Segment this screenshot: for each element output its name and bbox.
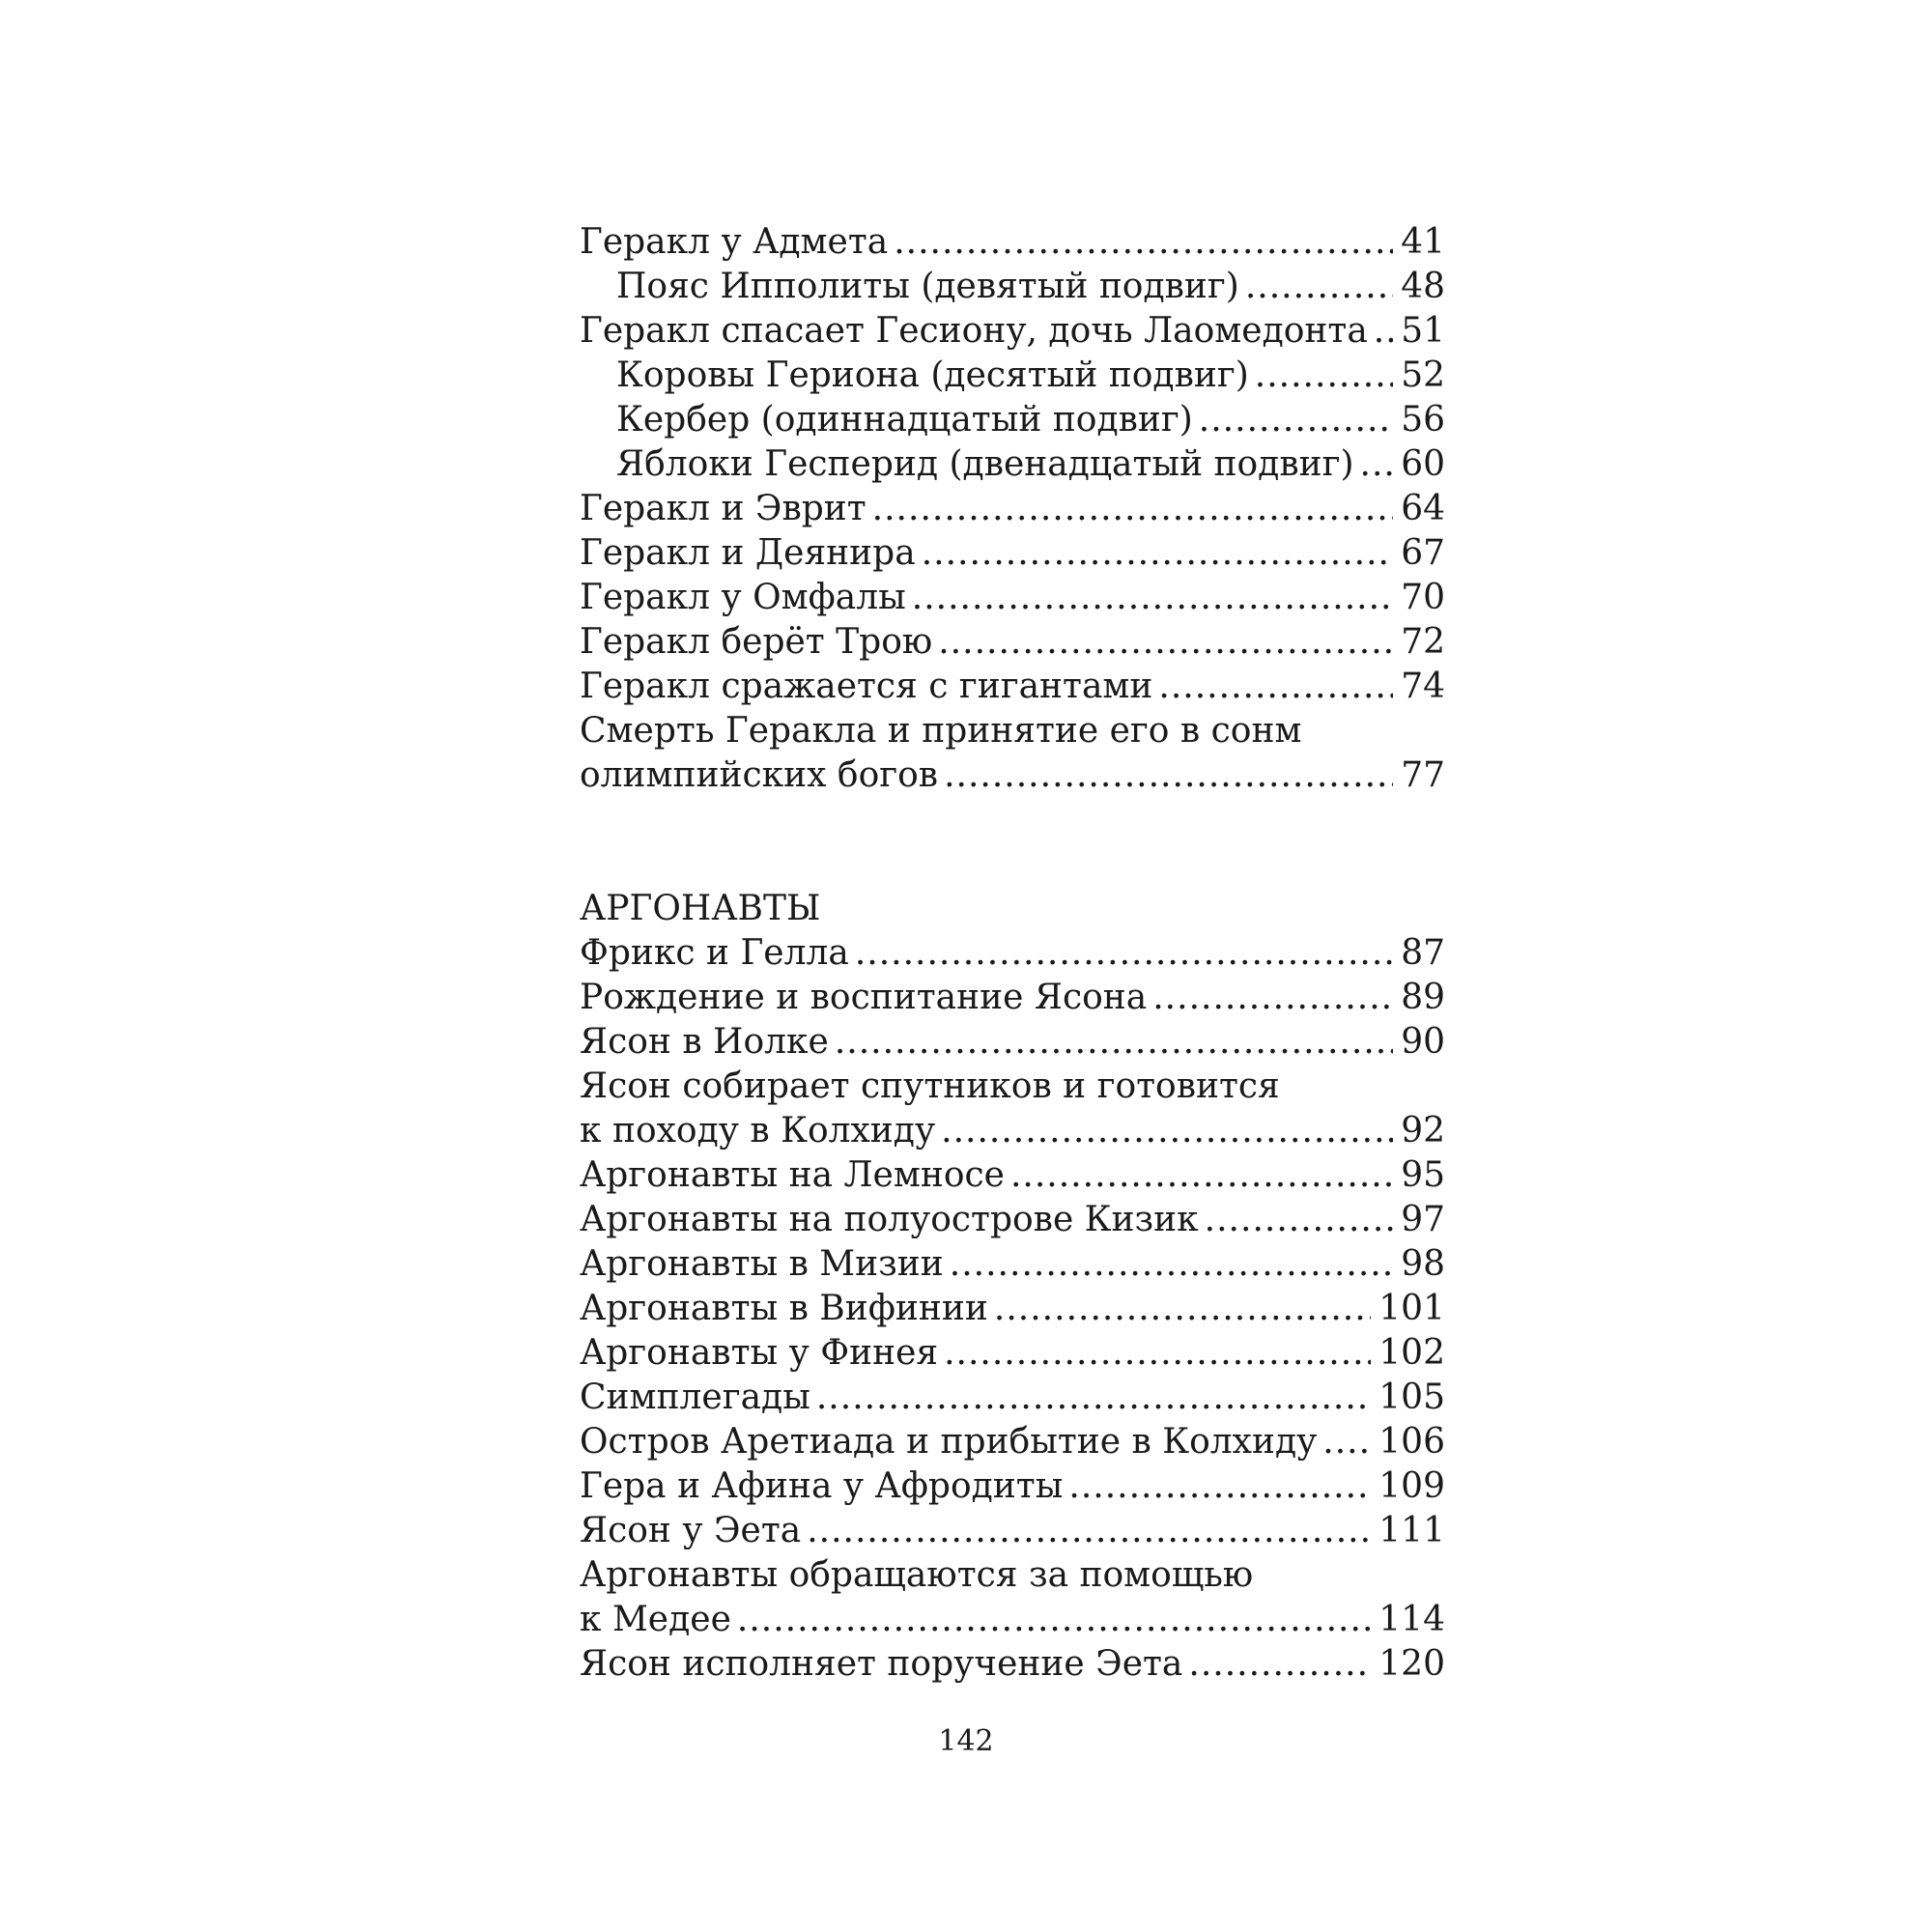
dot-leader: [1205, 1198, 1394, 1242]
toc-entry: [580, 1331, 1445, 1376]
toc-entry-title: Аргонавты в Вифинии: [580, 1289, 988, 1328]
dot-leader: [950, 1242, 1393, 1287]
dot-leader: [1255, 354, 1393, 398]
toc-entry-title: Геракл у Адмета: [580, 222, 889, 262]
toc-entry: [580, 1020, 1445, 1065]
toc-entry: [580, 976, 1445, 1020]
dot-leader: [938, 620, 1393, 665]
toc-entry-page: 67: [1401, 533, 1445, 573]
toc-entry-title: олимпийских богов: [580, 755, 939, 795]
toc-entry-page: 105: [1378, 1378, 1445, 1417]
dot-leader: [872, 487, 1394, 531]
table-of-contents: [580, 220, 1445, 1687]
toc-entry-title: Ясон у Эета: [580, 1511, 802, 1550]
toc-entry-page: 120: [1378, 1644, 1445, 1684]
toc-entry-title: Ясон в Иолке: [580, 1022, 829, 1062]
toc-entry-page: 102: [1378, 1333, 1445, 1373]
dot-leader: [1322, 1420, 1371, 1464]
toc-entry: [580, 753, 1445, 798]
toc-entry-page: 70: [1401, 578, 1445, 617]
dot-leader: [994, 1287, 1371, 1331]
toc-entry: [580, 442, 1445, 487]
dot-leader: [855, 931, 1393, 976]
toc-entry-title: к походу в Колхиду: [580, 1111, 936, 1151]
toc-entry-title: Геракл сражается с гигантами: [580, 667, 1153, 706]
toc-entry-page: 101: [1378, 1289, 1445, 1328]
toc-entry: [580, 309, 1445, 354]
toc-entry-title: Геракл берёт Трою: [580, 622, 933, 662]
dot-leader: [1199, 398, 1393, 442]
dot-leader: [737, 1598, 1371, 1642]
toc-entry-page: 52: [1401, 355, 1445, 395]
section-heading-argonauts: АРГОНАВТЫ: [580, 889, 821, 928]
dot-leader: [922, 531, 1394, 576]
toc-entry-page: 51: [1401, 311, 1445, 351]
toc-entry-title: Аргонавты у Финея: [580, 1333, 939, 1373]
toc-entry-page: 111: [1378, 1511, 1445, 1550]
page-number: 142: [938, 1724, 994, 1758]
dot-leader: [944, 753, 1393, 798]
dot-leader: [1360, 442, 1394, 487]
dot-leader: [912, 576, 1393, 620]
toc-entry: [580, 931, 1445, 976]
toc-entry-page: 106: [1378, 1422, 1445, 1462]
toc-entry: [580, 354, 1445, 398]
toc-entry-title: Аргонавты на полуострове Кизик: [580, 1200, 1199, 1239]
toc-entry-title: к Медее: [580, 1600, 731, 1639]
toc-entry: [580, 620, 1445, 665]
toc-entry-title: Симплегады: [580, 1378, 810, 1417]
toc-entry-page: 48: [1401, 267, 1445, 306]
dot-leader: [807, 1509, 1371, 1553]
toc-entry: [580, 1109, 1445, 1153]
dot-leader: [1188, 1642, 1371, 1687]
toc-entry-title: Яблоки Гесперид (двенадцатый подвиг): [616, 444, 1354, 484]
toc-entry-page: 87: [1401, 933, 1445, 973]
toc-entry: [580, 220, 1445, 265]
dot-leader: [941, 1109, 1393, 1153]
toc-entry: [580, 1287, 1445, 1331]
toc-entry-title-line1: Ясон собирает спутников и готовится: [580, 1066, 1280, 1106]
toc-entry: [580, 1198, 1445, 1242]
dot-leader: [894, 220, 1393, 265]
dot-leader: [835, 1020, 1393, 1065]
toc-entry-title: Остров Аретиада и прибытие в Колхиду: [580, 1422, 1318, 1462]
toc-entry-title: Рождение и воспитание Ясона: [580, 978, 1148, 1017]
toc-entry: [580, 487, 1445, 531]
toc-entry: [580, 576, 1445, 620]
dot-leader: [1158, 665, 1393, 709]
toc-entry-title: Аргонавты в Мизии: [580, 1244, 944, 1284]
toc-entry: [580, 398, 1445, 442]
dot-leader: [1152, 976, 1393, 1020]
toc-entry-page: 64: [1401, 489, 1445, 528]
dot-leader: [1010, 1153, 1393, 1198]
toc-entry-page: 109: [1378, 1466, 1445, 1506]
toc-entry: [580, 1642, 1445, 1687]
toc-entry-title: Геракл и Эврит: [580, 489, 867, 528]
toc-entry-title: Геракл спасает Гесиону, дочь Лаомедонта: [580, 311, 1368, 351]
dot-leader: [944, 1331, 1371, 1376]
toc-entry-title: Геракл у Омфалы: [580, 578, 906, 617]
toc-entry-page: 77: [1401, 755, 1445, 795]
toc-entry-page: 56: [1401, 400, 1445, 440]
dot-leader: [1374, 309, 1393, 354]
toc-entry: [580, 1242, 1445, 1287]
toc-entry-page: 97: [1401, 1200, 1445, 1239]
toc-entry-page: 114: [1378, 1600, 1445, 1639]
toc-entry-title: Фрикс и Гелла: [580, 933, 849, 973]
toc-entry: [580, 1464, 1445, 1509]
toc-entry: [580, 665, 1445, 709]
toc-entry-page: 98: [1401, 1244, 1445, 1284]
toc-entry-page: 92: [1401, 1111, 1445, 1151]
toc-entry: [580, 1509, 1445, 1553]
toc-entry: [580, 531, 1445, 576]
toc-entry: [580, 1153, 1445, 1198]
dot-leader: [1245, 265, 1393, 309]
toc-entry-title-line1: Смерть Геракла и принятие его в сонм: [580, 711, 1302, 751]
toc-entry-page: 90: [1401, 1022, 1445, 1062]
toc-entry-page: 60: [1401, 444, 1445, 484]
toc-entry-title: Аргонавты на Лемносе: [580, 1155, 1005, 1195]
toc-entry-title: Кербер (одиннадцатый подвиг): [616, 400, 1193, 440]
toc-entry-page: 95: [1401, 1155, 1445, 1195]
toc-entry-page: 74: [1401, 667, 1445, 706]
toc-entry: [580, 1376, 1445, 1420]
toc-entry: [580, 265, 1445, 309]
toc-entry-title: Ясон исполняет поручение Эета: [580, 1644, 1183, 1684]
toc-entry-page: 89: [1401, 978, 1445, 1017]
toc-entry-title: Коровы Гериона (десятый подвиг): [616, 355, 1249, 395]
toc-entry-title-line1: Аргонавты обращаются за помощью: [580, 1555, 1254, 1595]
toc-entry-page: 72: [1401, 622, 1445, 662]
toc-entry-title: Гера и Афина у Афродиты: [580, 1466, 1064, 1506]
toc-entry-page: 41: [1401, 222, 1445, 262]
toc-entry-title: Пояс Ипполиты (девятый подвиг): [616, 267, 1239, 306]
dot-leader: [1068, 1464, 1371, 1509]
toc-entry-title: Геракл и Деянира: [580, 533, 916, 573]
toc-entry: [580, 1598, 1445, 1642]
section-gap: [580, 798, 1445, 887]
toc-entry: [580, 1420, 1445, 1464]
dot-leader: [816, 1376, 1371, 1420]
